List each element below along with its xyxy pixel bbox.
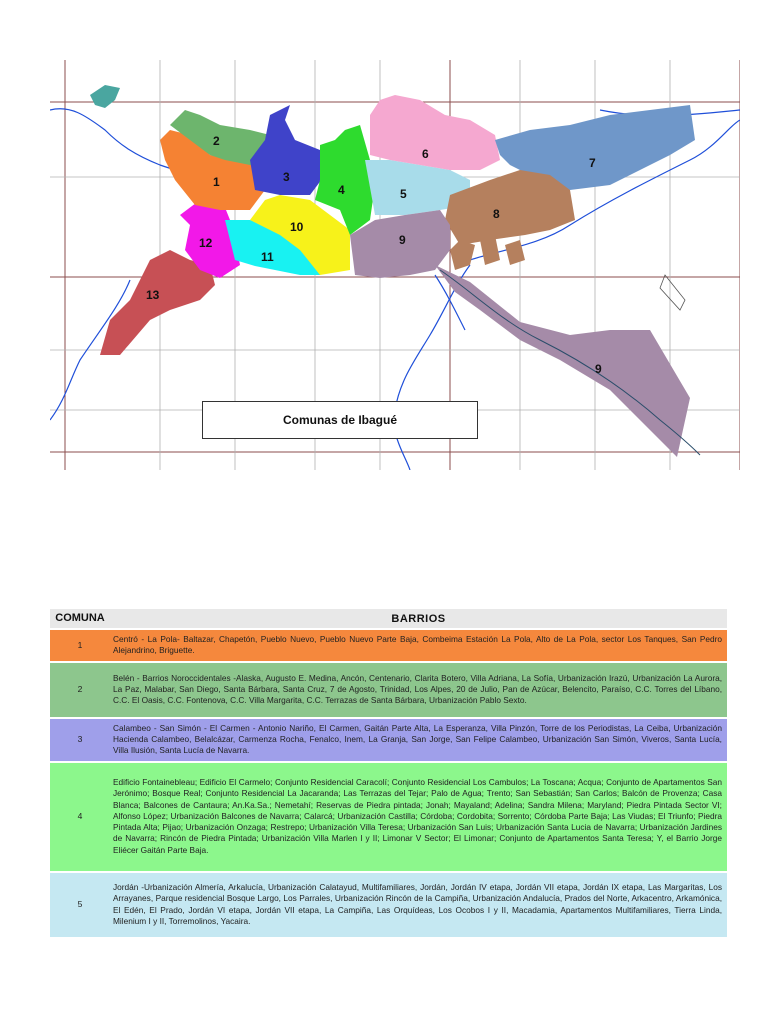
barrios-list: Belén - Barrios Noroccidentales -Alaska, Augusto E. Medina, Ancón, Centenario, Clarita Botero, Villa Adriana, La Sofía, Urbanización Irazú, Urbanización La Aurora, La Paz, Malabar, San Diego, Santa Bárbara, Santa Cruz, 7 de Agosto, Trinidad, Los Alpes, 20 de Julio, Pan de Azúcar, Belencito, Paraíso, C.C. Torres del Líbano, C.C. El Oasis, C.C. Fontenova, C.C. Villa Margarita, C.C. Terrazas de Santa Bárbara, Urbanización Pablo Sexto. xyxy=(110,662,727,718)
label-comuna-12: 12 xyxy=(199,236,213,250)
label-comuna-9: 9 xyxy=(399,233,406,247)
comuna-number: 2 xyxy=(50,662,110,718)
label-comuna-5: 5 xyxy=(400,187,407,201)
lagoon xyxy=(90,85,120,108)
label-comuna-1: 1 xyxy=(213,175,220,189)
label-comuna-3: 3 xyxy=(283,170,290,184)
label-comuna-13: 13 xyxy=(146,288,160,302)
barrios-list: Jordán -Urbanización Almería, Arkalucía, Urbanización Calatayud, Multifamiliares, Jordán, Jordán IV etapa, Jordán VII etapa, Jordán IX etapa, Las Margaritas, Los Arrayanes, Parque residencial Bosque Largo, Los Parrales, Urbanización Rincón de la Campiña, Urbanización Andalucía, Prados del Norte, Arkacentro, Arkamónica, El Edén, El Prado, Jordán VI etapa, Jordán VII etapa, La Campiña, Las Orquídeas, Los Ocobos I y II, Macadamia, Apartamentos Multifamiliares, Tierra Linda, Milenium I y II, Torremolinos, Yacaira. xyxy=(110,872,727,938)
comunas-table xyxy=(50,609,727,939)
table-row xyxy=(50,872,727,938)
table-row xyxy=(50,762,727,872)
label-comuna-8: 8 xyxy=(493,207,500,221)
table-row xyxy=(50,718,727,762)
comuna-number: 5 xyxy=(50,872,110,938)
label-comuna-9-south: 9 xyxy=(595,362,602,376)
comuna-number: 4 xyxy=(50,762,110,872)
table-header-row xyxy=(50,609,727,629)
label-comuna-11: 11 xyxy=(261,250,274,264)
comuna-number: 1 xyxy=(50,629,110,662)
header-comuna: COMUNA xyxy=(50,609,110,629)
map-title: Comunas de Ibagué xyxy=(202,401,478,439)
barrios-list: Calambeo - San Simón - El Carmen - Antonio Nariño, El Carmen, Gaitán Parte Alta, La Esperanza, Villa Pinzón, Torre de los Periodistas, La Ceiba, Urbanización Hacienda Calambeo, Belalcázar, Carmenza Rocha, Fenalco, Inem, La Granja, San Jorge, San Felipe Calambeo, Urbanización San Simón, Viveros, Santa Lucía, Villa Ilusión, Santa Lucía de Navarra. xyxy=(110,718,727,762)
creek-outline xyxy=(660,275,685,310)
comuna-6-area xyxy=(370,95,500,170)
comuna-number: 3 xyxy=(50,718,110,762)
barrios-list: Edificio Fontainebleau; Edificio El Carmelo; Conjunto Residencial Caracolí; Conjunto Residencial Los Cambulos; La Toscana; Acqua; Conjunto de Apartamentos San Jerónimo; Bosque Real; Conjunto Residencial La Jacaranda; Las Terrazas del Tejar; Palo de Agua; Trento; San Sebastián; San Carlos; Balcón de Provenza; Casa Blanca; Balcones de Cantaura; An.Ka.Sa.; Nemetahí; Reservas de Piedra pintada; Jonah; Mayaland; Adelina; Sandra Milena; Maryland; Piedra Pintada Sector VI; Alfonso López; Urbanización Balcones de Navarra; Calarcá; Urbanización Castilla; Córdoba; Cordobita; Sorrento; Córdoba Parte Baja; Las Viudas; El Triunfo; Piedra Pintada Alta; Pijao; Urbanización Onzaga; Restrepo; Urbanización Villa Teresa; Urbanización San Luis; Urbanización Santa Lucia de Navarra; Urbanización Jardines de Navarra; Rincón de Piedra Pintada; Urbanización Villa Marlen I y II; Limonar V Sector; El Limonar; Conjunto de Apartamentos Santa Teresa; Y, el Barrio Jorge Eliécer Gaitán Parte Baja. xyxy=(110,762,727,872)
label-comuna-4: 4 xyxy=(338,183,345,197)
label-comuna-6: 6 xyxy=(422,147,429,161)
label-comuna-7: 7 xyxy=(589,156,596,170)
label-comuna-10: 10 xyxy=(290,220,304,234)
label-comuna-2: 2 xyxy=(213,134,220,148)
comunas-map xyxy=(50,60,740,470)
header-barrios: BARRIOS xyxy=(110,609,727,629)
table-row xyxy=(50,629,727,662)
table-row xyxy=(50,662,727,718)
barrios-list: Centró - La Pola- Baltazar, Chapetón, Pueblo Nuevo, Pueblo Nuevo Parte Baja, Combeima Estación La Pola, Alto de La Pola, sector Los Tanques, San Pedro Alejandrino, Briguette. xyxy=(110,629,727,662)
